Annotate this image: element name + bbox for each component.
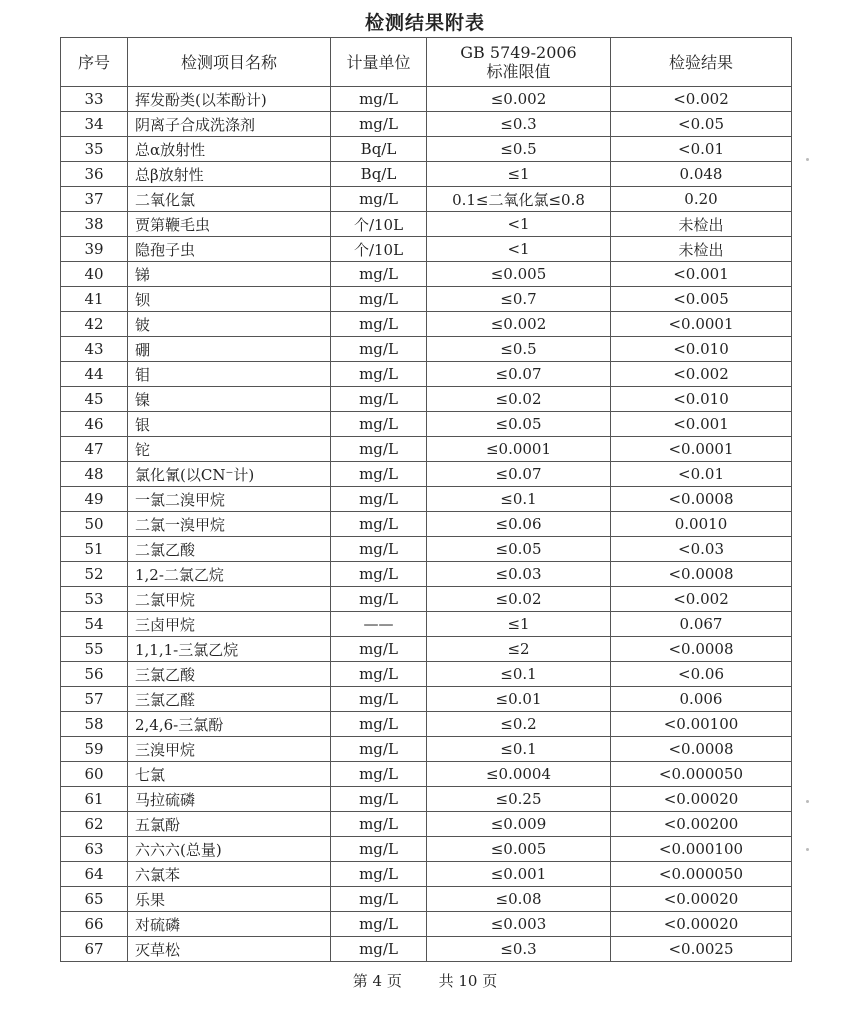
cell-item-name: 挥发酚类(以苯酚计) [128,87,331,112]
cell-no: 67 [61,937,128,962]
cell-no: 46 [61,412,128,437]
cell-unit: mg/L [331,512,427,537]
cell-limit: ≤0.005 [427,837,611,862]
cell-item-name: 三溴甲烷 [128,737,331,762]
cell-no: 37 [61,187,128,212]
cell-limit: ≤1 [427,612,611,637]
cell-no: 42 [61,312,128,337]
cell-item-name: 一氯二溴甲烷 [128,487,331,512]
cell-result: 0.20 [611,187,792,212]
header-no: 序号 [61,38,128,87]
cell-result: <0.0001 [611,312,792,337]
table-row [61,162,792,187]
page-total: 共 10 页 [438,972,498,990]
cell-limit: ≤0.1 [427,662,611,687]
cell-item-name: 对硫磷 [128,912,331,937]
cell-no: 51 [61,537,128,562]
cell-unit: mg/L [331,812,427,837]
header-unit: 计量单位 [331,38,427,87]
cell-unit: mg/L [331,412,427,437]
table-row [61,687,792,712]
table-row [61,487,792,512]
cell-no: 57 [61,687,128,712]
cell-result: <0.001 [611,262,792,287]
cell-result: <0.005 [611,287,792,312]
cell-unit: mg/L [331,437,427,462]
cell-limit: ≤0.002 [427,87,611,112]
table-row [61,762,792,787]
cell-no: 50 [61,512,128,537]
table-row [61,662,792,687]
cell-result: <0.0008 [611,562,792,587]
cell-item-name: 七氯 [128,762,331,787]
cell-limit: ≤0.25 [427,787,611,812]
cell-item-name: 总β放射性 [128,162,331,187]
table-row [61,712,792,737]
cell-no: 36 [61,162,128,187]
cell-no: 59 [61,737,128,762]
cell-limit: ≤0.002 [427,312,611,337]
cell-no: 66 [61,912,128,937]
table-row [61,212,792,237]
cell-unit: mg/L [331,912,427,937]
cell-item-name: 二氯甲烷 [128,587,331,612]
scan-speck [806,800,809,803]
table-row [61,587,792,612]
results-table [60,37,792,962]
cell-unit: mg/L [331,637,427,662]
cell-result: <0.000050 [611,862,792,887]
cell-result: 未检出 [611,212,792,237]
table-row [61,87,792,112]
cell-limit: ≤0.07 [427,362,611,387]
cell-item-name: 铍 [128,312,331,337]
cell-item-name: 灭草松 [128,937,331,962]
cell-no: 54 [61,612,128,637]
table-row [61,512,792,537]
page-footer [0,970,850,991]
page-title: 检测结果附表 [364,12,485,34]
cell-no: 39 [61,237,128,262]
cell-limit: ≤0.03 [427,562,611,587]
table-row [61,462,792,487]
cell-limit: ≤0.5 [427,137,611,162]
table-row [61,887,792,912]
cell-item-name: 三卤甲烷 [128,612,331,637]
cell-unit: mg/L [331,712,427,737]
table-row [61,912,792,937]
cell-item-name: 镍 [128,387,331,412]
cell-result: 0.0010 [611,512,792,537]
cell-limit: ≤0.3 [427,937,611,962]
cell-limit: ≤0.1 [427,487,611,512]
cell-item-name: 锑 [128,262,331,287]
cell-limit: ≤0.1 [427,737,611,762]
cell-limit: ≤0.05 [427,537,611,562]
cell-result: <0.00020 [611,887,792,912]
table-row [61,937,792,962]
cell-limit: ≤0.5 [427,337,611,362]
cell-no: 62 [61,812,128,837]
cell-limit: ≤2 [427,637,611,662]
cell-unit: mg/L [331,337,427,362]
cell-no: 44 [61,362,128,387]
cell-no: 58 [61,712,128,737]
cell-limit: <1 [427,212,611,237]
cell-limit: ≤0.02 [427,587,611,612]
cell-result: <0.0025 [611,937,792,962]
cell-item-name: 钡 [128,287,331,312]
header-limit-standard: GB 5749-2006 [460,43,577,62]
cell-result: <0.000050 [611,762,792,787]
cell-unit: mg/L [331,487,427,512]
cell-no: 49 [61,487,128,512]
header-limit [427,38,611,87]
cell-no: 34 [61,112,128,137]
cell-unit: mg/L [331,362,427,387]
header-name: 检测项目名称 [128,38,331,87]
cell-result: <0.05 [611,112,792,137]
cell-limit: ≤0.7 [427,287,611,312]
cell-result: <0.010 [611,387,792,412]
cell-limit: 0.1≤二氧化氯≤0.8 [427,187,611,212]
cell-no: 52 [61,562,128,587]
cell-result: <0.0008 [611,487,792,512]
table-row [61,637,792,662]
table-row [61,387,792,412]
table-row [61,862,792,887]
cell-no: 55 [61,637,128,662]
cell-no: 65 [61,887,128,912]
cell-item-name: 二氧化氯 [128,187,331,212]
table-row [61,437,792,462]
cell-result: <0.000100 [611,837,792,862]
table-body [61,87,792,962]
table-row [61,187,792,212]
table-row [61,537,792,562]
table-row [61,612,792,637]
cell-item-name: 隐孢子虫 [128,237,331,262]
cell-unit: mg/L [331,462,427,487]
cell-unit: mg/L [331,287,427,312]
cell-unit: mg/L [331,737,427,762]
table-row [61,112,792,137]
scan-speck [806,848,809,851]
cell-unit: mg/L [331,887,427,912]
cell-item-name: 银 [128,412,331,437]
table-row [61,812,792,837]
cell-result: <0.002 [611,587,792,612]
cell-unit: 个/10L [331,237,427,262]
cell-limit: ≤0.3 [427,112,611,137]
header-limit-label: 标准限值 [486,62,551,81]
cell-limit: ≤0.05 [427,412,611,437]
cell-item-name: 乐果 [128,887,331,912]
cell-item-name: 1,1,1-三氯乙烷 [128,637,331,662]
cell-no: 40 [61,262,128,287]
table-row [61,287,792,312]
cell-result: <0.03 [611,537,792,562]
cell-unit: mg/L [331,662,427,687]
table-row [61,262,792,287]
cell-item-name: 二氯一溴甲烷 [128,512,331,537]
table-row [61,787,792,812]
cell-limit: ≤0.0001 [427,437,611,462]
cell-result: <0.002 [611,87,792,112]
cell-item-name: 钼 [128,362,331,387]
cell-item-name: 马拉硫磷 [128,787,331,812]
cell-result: 0.048 [611,162,792,187]
cell-item-name: 三氯乙醛 [128,687,331,712]
cell-unit: mg/L [331,387,427,412]
cell-item-name: 六六六(总量) [128,837,331,862]
table-row [61,137,792,162]
cell-limit: ≤0.009 [427,812,611,837]
cell-item-name: 贾第鞭毛虫 [128,212,331,237]
cell-unit: mg/L [331,937,427,962]
cell-item-name: 总α放射性 [128,137,331,162]
cell-limit: ≤0.2 [427,712,611,737]
cell-result: <0.00200 [611,812,792,837]
table-row [61,337,792,362]
cell-no: 35 [61,137,128,162]
cell-unit: 个/10L [331,212,427,237]
table-row [61,362,792,387]
cell-result: 0.067 [611,612,792,637]
cell-result: <0.01 [611,462,792,487]
cell-result: <0.010 [611,337,792,362]
table-row [61,737,792,762]
table-header-row [61,38,792,87]
cell-unit: mg/L [331,87,427,112]
cell-limit: ≤0.001 [427,862,611,887]
cell-unit: mg/L [331,537,427,562]
cell-unit: mg/L [331,787,427,812]
cell-limit: ≤0.07 [427,462,611,487]
scan-speck [806,158,809,161]
cell-limit: <1 [427,237,611,262]
cell-unit: mg/L [331,312,427,337]
cell-no: 43 [61,337,128,362]
cell-no: 38 [61,212,128,237]
cell-result: <0.0008 [611,737,792,762]
cell-no: 61 [61,787,128,812]
cell-item-name: 1,2-二氯乙烷 [128,562,331,587]
cell-result: <0.00020 [611,787,792,812]
cell-result: 0.006 [611,687,792,712]
cell-unit: Bq/L [331,137,427,162]
cell-item-name: 五氯酚 [128,812,331,837]
cell-result: <0.01 [611,137,792,162]
cell-unit: mg/L [331,687,427,712]
cell-unit: mg/L [331,262,427,287]
cell-unit: mg/L [331,187,427,212]
cell-no: 63 [61,837,128,862]
cell-result: <0.001 [611,412,792,437]
cell-limit: ≤0.01 [427,687,611,712]
cell-no: 41 [61,287,128,312]
cell-item-name: 三氯乙酸 [128,662,331,687]
cell-limit: ≤0.005 [427,262,611,287]
cell-no: 45 [61,387,128,412]
table-row [61,562,792,587]
cell-item-name: 阴离子合成洗涤剂 [128,112,331,137]
cell-unit: mg/L [331,837,427,862]
page-number: 第 4 页 [352,972,402,990]
cell-no: 60 [61,762,128,787]
table-row [61,312,792,337]
cell-result: <0.0001 [611,437,792,462]
cell-result: <0.06 [611,662,792,687]
cell-unit: mg/L [331,587,427,612]
cell-result: <0.0008 [611,637,792,662]
cell-limit: ≤0.003 [427,912,611,937]
cell-limit: ≤1 [427,162,611,187]
cell-limit: ≤0.08 [427,887,611,912]
cell-unit: Bq/L [331,162,427,187]
table-row [61,412,792,437]
header-result: 检验结果 [611,38,792,87]
cell-unit: mg/L [331,762,427,787]
cell-item-name: 六氯苯 [128,862,331,887]
cell-item-name: 硼 [128,337,331,362]
cell-limit: ≤0.02 [427,387,611,412]
cell-result: <0.00100 [611,712,792,737]
cell-result: <0.00020 [611,912,792,937]
cell-unit: mg/L [331,862,427,887]
cell-unit: mg/L [331,562,427,587]
cell-result: 未检出 [611,237,792,262]
table-row [61,837,792,862]
cell-no: 33 [61,87,128,112]
cell-item-name: 2,4,6-三氯酚 [128,712,331,737]
cell-item-name: 氯化氰(以CN⁻计) [128,462,331,487]
cell-limit: ≤0.06 [427,512,611,537]
cell-item-name: 铊 [128,437,331,462]
cell-no: 48 [61,462,128,487]
cell-no: 53 [61,587,128,612]
cell-limit: ≤0.0004 [427,762,611,787]
cell-item-name: 二氯乙酸 [128,537,331,562]
cell-unit: mg/L [331,112,427,137]
cell-no: 47 [61,437,128,462]
cell-unit: —— [331,612,427,637]
table-row [61,237,792,262]
cell-result: <0.002 [611,362,792,387]
cell-no: 56 [61,662,128,687]
cell-no: 64 [61,862,128,887]
